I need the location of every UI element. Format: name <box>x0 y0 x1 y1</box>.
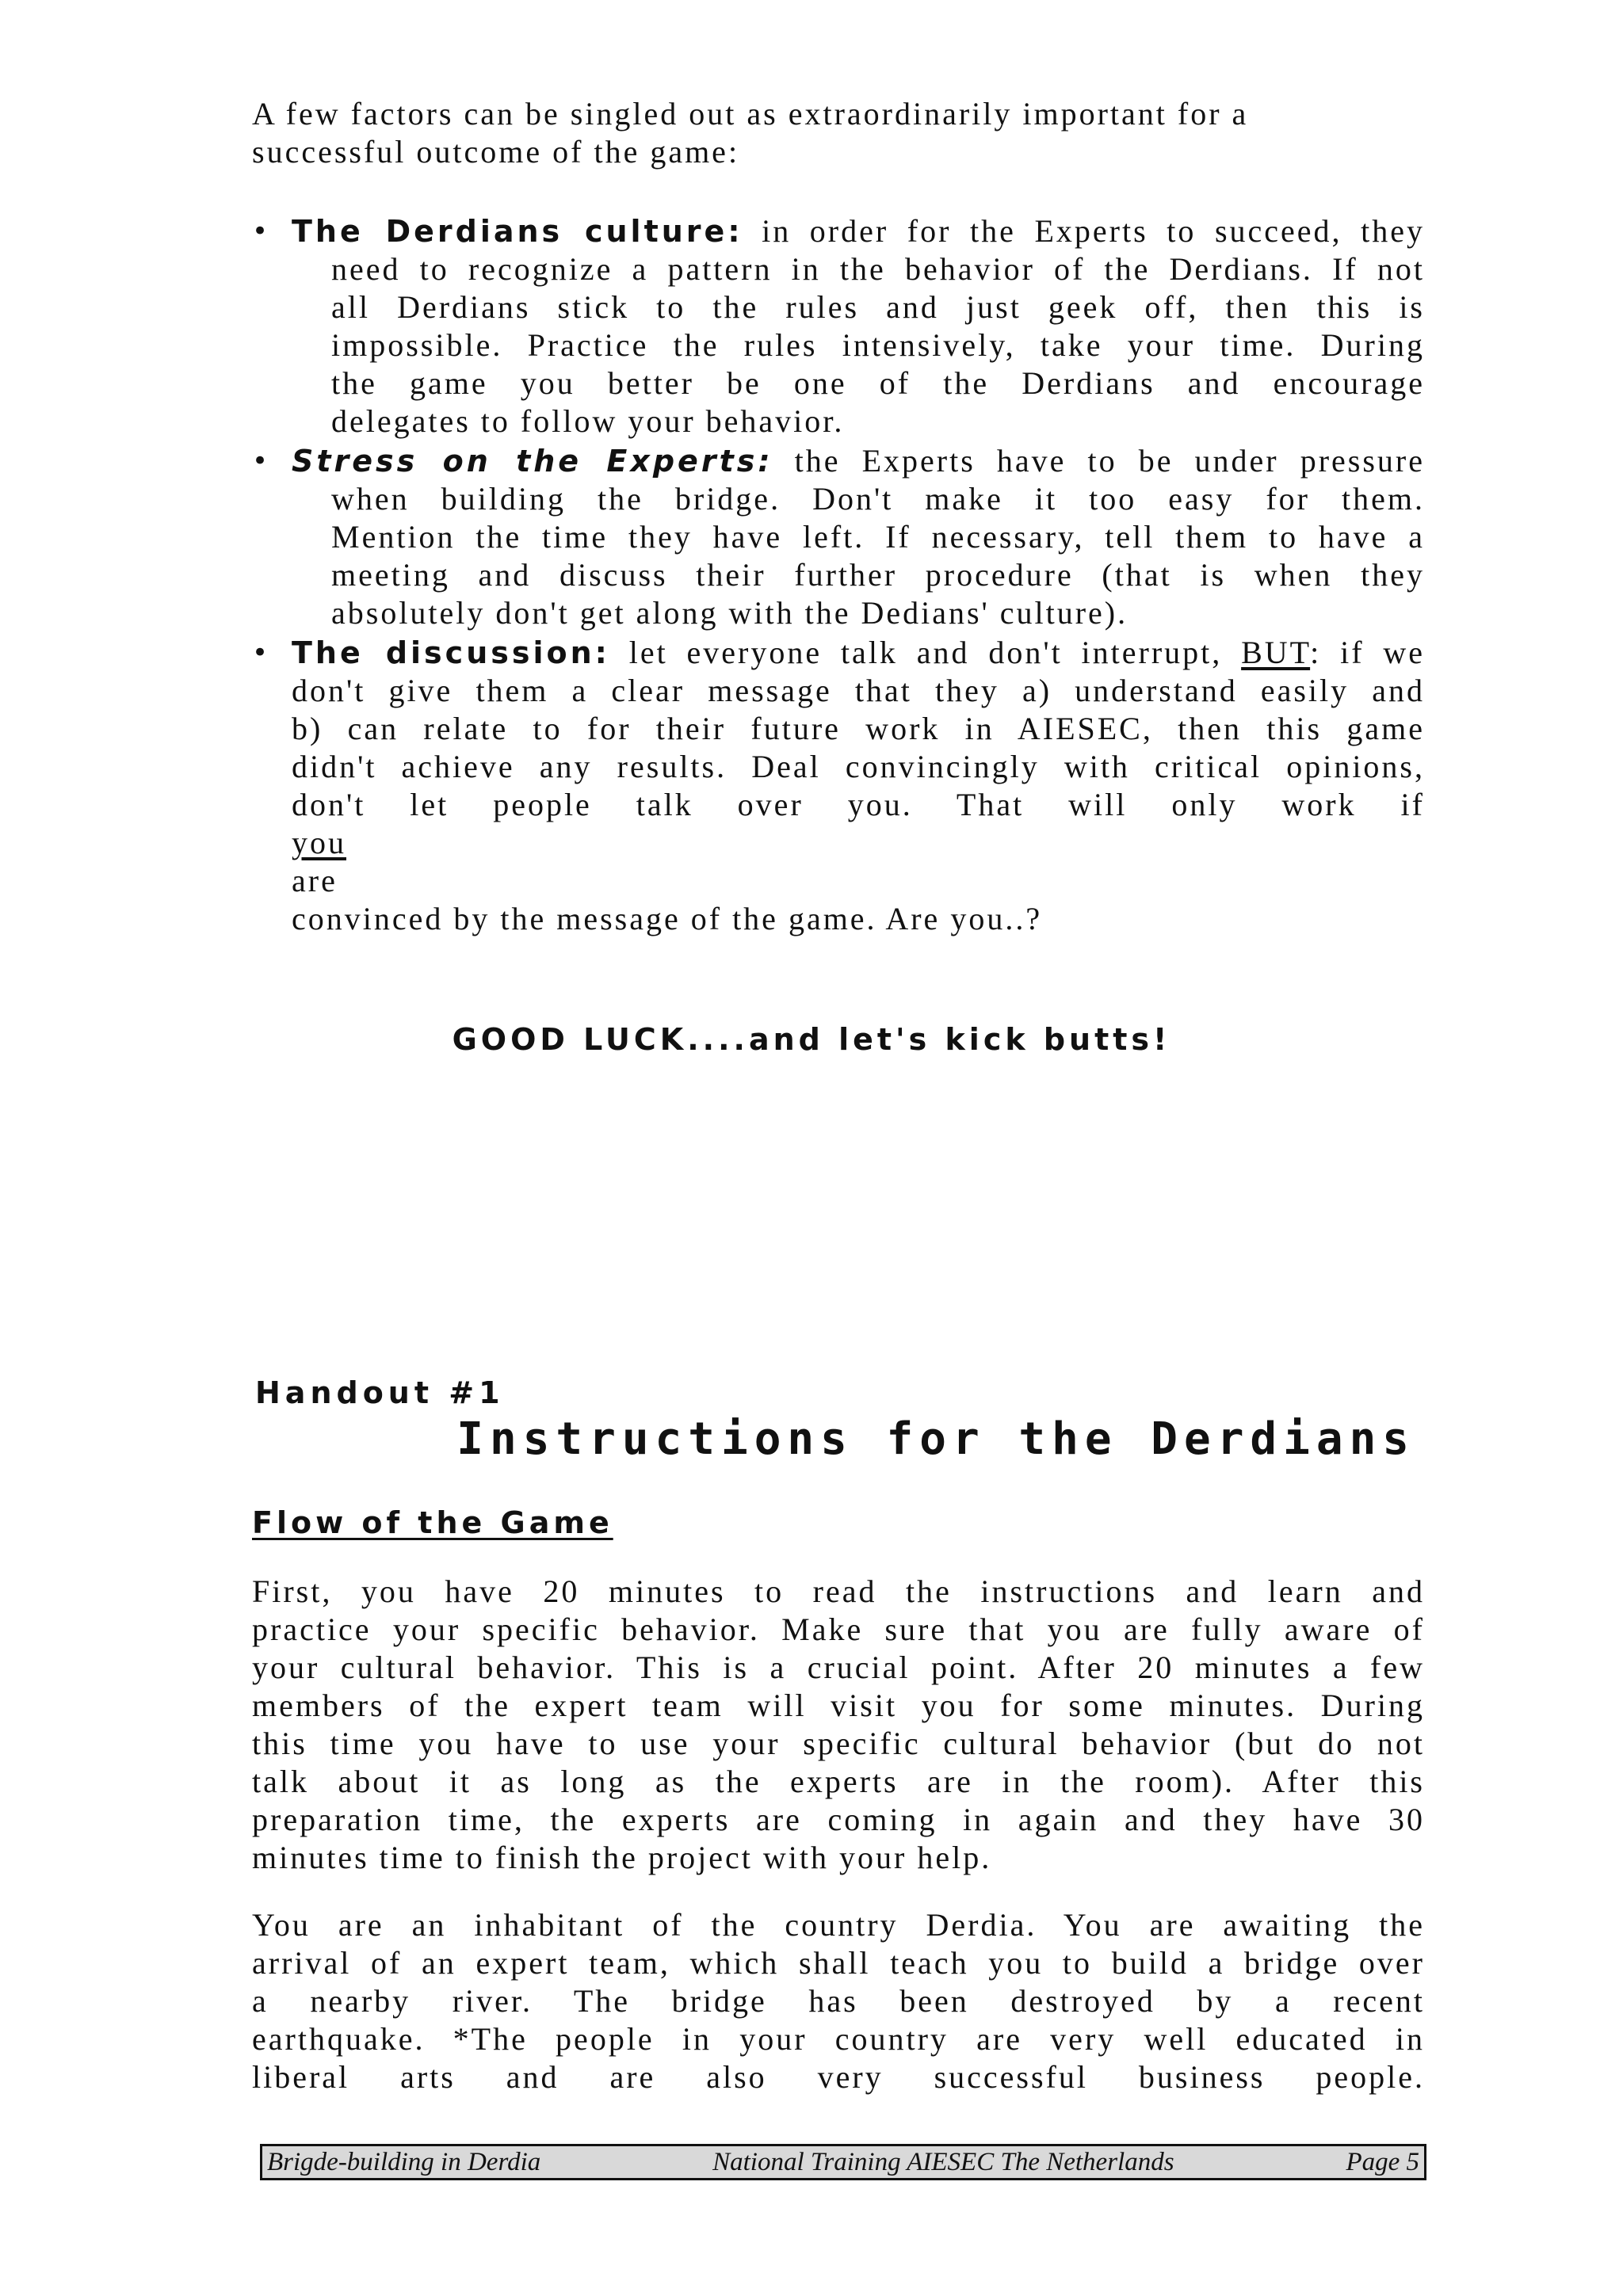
bullet-icon: • <box>252 637 271 669</box>
text-line: earthquake. *The people in your country are very well educated in <box>252 2021 1425 2057</box>
text-line: absolutely don't get along with the Dedians' culture). <box>331 595 1128 631</box>
text-line: arrival of an expert team, which shall teach you to build a bridge over <box>252 1945 1425 1981</box>
bullet-text: in order for the Experts to succeed, they <box>743 213 1425 249</box>
text-line: don't let people talk over you. That will only work if you are <box>292 787 1425 898</box>
handout-title: Instructions for the Derdians <box>456 1413 1415 1465</box>
text-line: when building the bridge. Don't make it too easy for them. <box>331 481 1425 517</box>
bullet-continuation <box>292 672 1425 938</box>
bullet-text: : if we <box>1310 635 1425 670</box>
list-item <box>252 442 1425 632</box>
bullet-continuation <box>292 480 1425 632</box>
text-line: meeting and discuss their further procedure (that is when they <box>331 557 1425 593</box>
text-line: impossible. Practice the rules intensively, take your time. During <box>331 327 1425 363</box>
text-line: the game you better be one of the Derdians and encourage <box>331 365 1425 401</box>
bullet-label: Stress on the Experts: <box>292 444 773 479</box>
text-line: preparation time, the experts are coming in again and they have 30 <box>252 1802 1425 1837</box>
text-line: minutes time to finish the project with your help. <box>252 1840 992 1875</box>
text-line: convinced by the message of the game. Are you..? <box>292 901 1043 936</box>
bullet-label: The Derdians culture: <box>292 214 743 249</box>
text-line: your cultural behavior. This is a crucial point. After 20 minutes a few <box>252 1650 1425 1685</box>
text-line: practice your specific behavior. Make sure that you are fully aware of <box>252 1611 1425 1647</box>
factor-list <box>252 212 1425 940</box>
bullet-text: let everyone talk and don't interrupt, <box>609 635 1242 670</box>
scenario-paragraph <box>252 1906 1425 2096</box>
footer-page-number: Page 5 <box>1346 2147 1419 2176</box>
text-line: You are an inhabitant of the country Derdia. You are awaiting the <box>252 1907 1425 1943</box>
text-line: members of the expert team will visit you for some minutes. During <box>252 1688 1425 1723</box>
text-line: a nearby river. The bridge has been destroyed by a recent <box>252 1983 1425 2019</box>
bullet-icon: • <box>252 215 271 247</box>
text-line: delegates to follow your behavior. <box>331 403 845 439</box>
text-line: don't give them a clear message that they a) understand easily and <box>292 673 1425 708</box>
text-line: First, you have 20 minutes to read the instructions and learn and <box>252 1573 1425 1609</box>
flow-paragraph <box>252 1573 1425 1877</box>
section-heading: Flow of the Game <box>252 1505 613 1540</box>
text-line: didn't achieve any results. Deal convincingly with critical opinions, <box>292 749 1425 784</box>
list-item <box>252 634 1425 938</box>
emphasis-but: BUT <box>1241 635 1311 670</box>
closing-text: GOOD LUCK....and let's kick butts! <box>452 1022 1171 1057</box>
bullet-continuation <box>292 250 1425 441</box>
text-line: all Derdians stick to the rules and just geek off, then this is <box>331 289 1425 325</box>
intro-line: A few factors can be singled out as extraordinarily important for a <box>252 96 1249 132</box>
footer-doc-title: Brigde-building in Derdia <box>267 2147 541 2176</box>
closing-line <box>0 1022 1623 1057</box>
text-line: b) can relate to for their future work in AIESEC, then this game <box>292 711 1425 746</box>
text-line: talk about it as long as the experts are in the room). After this <box>252 1764 1425 1799</box>
intro-line: successful outcome of the game: <box>252 134 740 170</box>
text-line: need to recognize a pattern in the behavior of the Derdians. If not <box>331 251 1425 287</box>
bullet-text: the Experts have to be under pressure <box>773 443 1425 479</box>
intro-paragraph <box>252 95 1425 171</box>
bullet-icon: • <box>252 445 271 477</box>
text-line: this time you have to use your specific cultural behavior (but do not <box>252 1726 1425 1761</box>
text-line: Mention the time they have left. If necessary, tell them to have a <box>331 519 1425 555</box>
list-item <box>252 212 1425 441</box>
footer-organization: National Training AIESEC The Netherlands <box>712 2147 1174 2176</box>
text-line: liberal arts and are also very successful business people. <box>252 2059 1425 2095</box>
handout-label: Handout #1 <box>255 1375 505 1410</box>
page-footer <box>260 2144 1426 2180</box>
emphasis-you: you <box>292 825 346 860</box>
bullet-label: The discussion: <box>292 635 610 670</box>
